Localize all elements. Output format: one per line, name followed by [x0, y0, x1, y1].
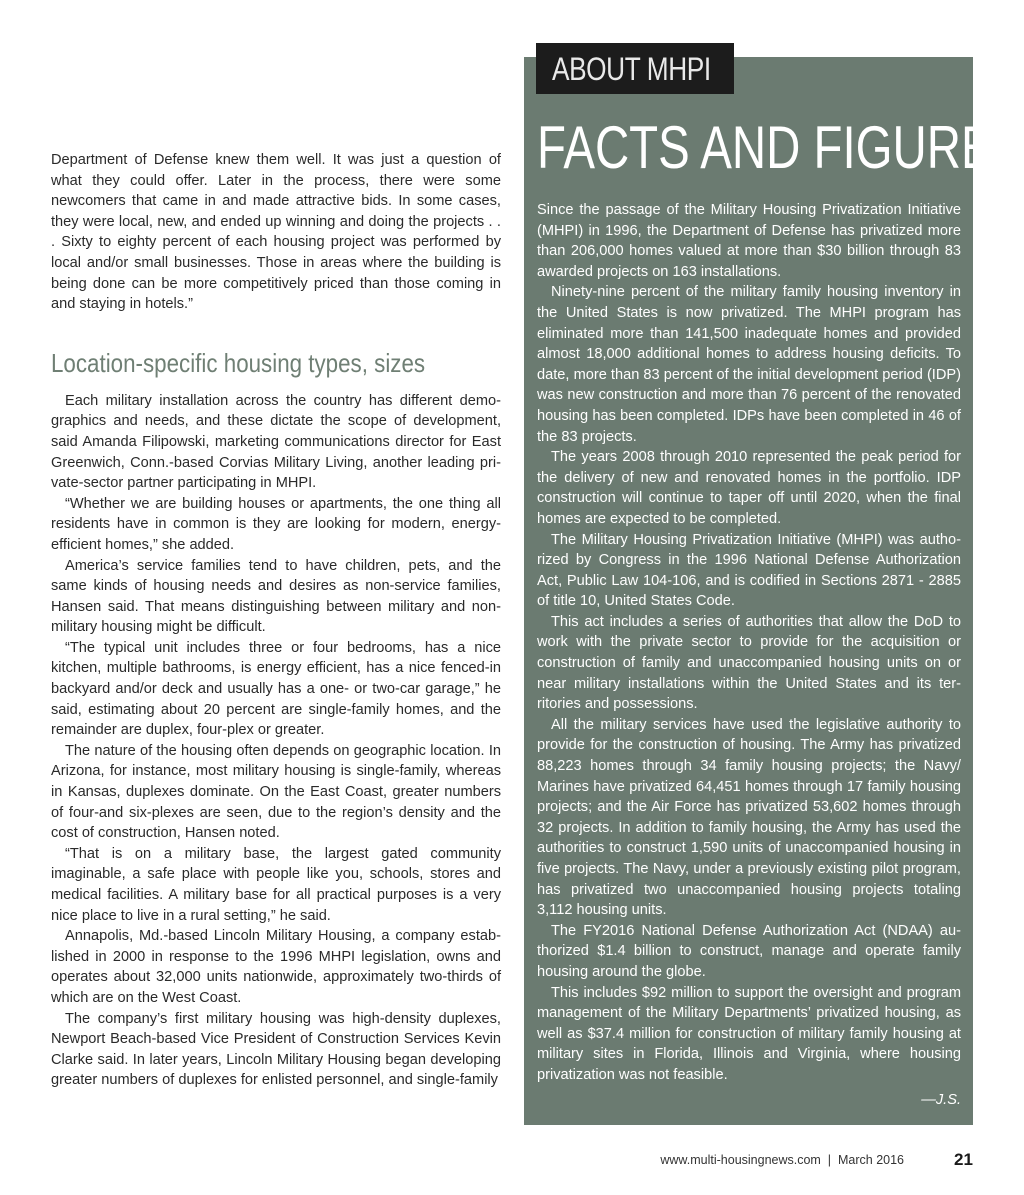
sidebar-body — [537, 200, 961, 1086]
page-number: 21 — [954, 1150, 973, 1169]
sidebar-paragraph: This act includes a series of authorities that allow the DoD to work with the private sector to provide for the acquisition or construction of family and unaccompanied housing units on or near military installations within the United States and its territories and possessions. — [537, 613, 961, 713]
author-signoff: —J.S. — [921, 1092, 961, 1108]
sidebar-paragraph: Ninety-nine percent of the military family housing inventory in the United States is now privatized. The MHPI program has eliminated more than 141,500 inadequate homes and provided almost 18,000 additional homes to address housing deficits. To date, more than 83 percent of the initial development period (IDP) was new construction and more than 76 percent of the renovated housing has been completed. IDPs have been completed in 46 of the 83 projects. — [537, 284, 961, 445]
sidebar-paragraph: Since the passage of the Military Housing Privatization Initiative (MHPI) in 1996, the Department of Defense has privatized more than 206,000 homes valued at more than $30 billion through 83 awarded projects on 163 installations. — [537, 202, 961, 280]
sidebar-paragraph: The Military Housing Privatization Initiative (MHPI) was authorized by Congress in the 1996 National Defense Authorization Act, Public Law 104-106, and is codified in Sections 2871 - 2885 of title 10, United States Code. — [537, 531, 961, 610]
sidebar-paragraph: All the military services have used the legislative authority to provide for the construction of housing. The Army has privatized 88,223 homes through 34 family housing projects; the Navy/ Marines have privatized 64,451 homes through 17 family housing projects; and the Air Force has privatized 53,602 homes through 32 projects. In addition to family housing, the Army has used the authorities to construct 1,590 units of unaccompanied housing in five projects. The Navy, under a previously existing pilot program, has privatized two unaccompanied housing projects totaling 3,112 housing units. — [537, 716, 961, 919]
section-subheading: Location-specific housing types, sizes — [51, 347, 426, 378]
article-paragraph: “Whether we are building houses or apartments, the one thing all residents have in common is they are looking for modern, energy-efficient homes,” she added. — [51, 495, 501, 553]
article-paragraph: “The typical unit includes three or four bedrooms, has a nice kitchen, multiple bathrooms, is energy efficient, has a nice fenced-in backyard and/or deck and usually has a one- or two-car garage,” he said, estimating about 20 percent are single-family homes, and the remainder are duplex, four-plex or greater. — [51, 639, 501, 739]
sidebar-title — [537, 114, 1024, 182]
sidebar-tag-label: ABOUT MHPI — [552, 51, 711, 87]
article-paragraph: The nature of the housing often depends on geographic location. In Arizona, for instance, most military housing is single-family, whereas in Kansas, duplexes dominate. On the East Coast, greater numbers of four-and six-plexes are seen, due to the region’s density and the cost of construction, Hansen noted. — [51, 742, 501, 842]
article-paragraph: The company’s first military housing was high-density duplexes, Newport Beach-based Vice President of Construction Services Kevin Clarke said. In later years, Lincoln Military Housing began developing greater numbers of duplexes for enlisted personnel, and single-family — [51, 1010, 501, 1089]
footer-site-date: www.multi-housingnews.com | March 2016 — [660, 1153, 904, 1167]
article-paragraph: “That is on a military base, the largest gated community imaginable, a safe place with people like you, schools, stores and medical facilities. A military base for all practical purposes is a very nice place to live in a rural setting,” he said. — [51, 845, 501, 924]
sidebar-tag — [536, 43, 734, 94]
main-article-column — [51, 150, 501, 1091]
sidebar-paragraph: The years 2008 through 2010 represented the peak period for the delivery of new and renovated homes in the portfolio. IDP construction will continue to taper off until 2020, when the final homes are expected to be completed. — [537, 449, 961, 527]
article-paragraph: America’s service families tend to have children, pets, and the same kinds of housing needs and desires as non-service families, Hansen said. That means distinguishing between military and non-military housing might be difficult. — [51, 557, 501, 636]
article-paragraph: Annapolis, Md.-based Lincoln Military Housing, a company established in 2000 in response to the 1996 MHPI legislation, owns and operates about 32,000 units nationwide, approximately two-thirds of which are on the West Coast. — [51, 928, 501, 1006]
article-paragraph: Department of Defense knew them well. It was just a question of what they could offer. Later in the process, there were some newcomers that came in and made attractive bids. In some cases, they were local, new, and ended up winning and doing the projects . . . Sixty to eighty percent of each housing project was performed by local and/or small businesses. Those in areas where the building is being done can be more competitively priced than those coming in and staying in hotels.” — [51, 152, 501, 313]
sidebar-paragraph: This includes $92 million to support the oversight and program management of the Military Departments’ privatized housing, as well as $37.4 million for construction of military family housing at military sites in Florida, Illinois and Virginia, where housing privatization was not feasible. — [537, 984, 961, 1083]
article-paragraph: Each military installation across the country has different demographics and needs, and these dictate the scope of development, said Amanda Filipowski, marketing communications director for East Greenwich, Conn.-based Corvias Military Living, another leading private-sector partner participating in MHPI. — [51, 392, 501, 492]
sidebar-paragraph: The FY2016 National Defense Authorization Act (NDAA) authorized $1.4 billion to construct, manage and operate family housing around the globe. — [537, 922, 961, 980]
sidebar-title-text: FACTS AND FIGURES — [537, 114, 1024, 181]
